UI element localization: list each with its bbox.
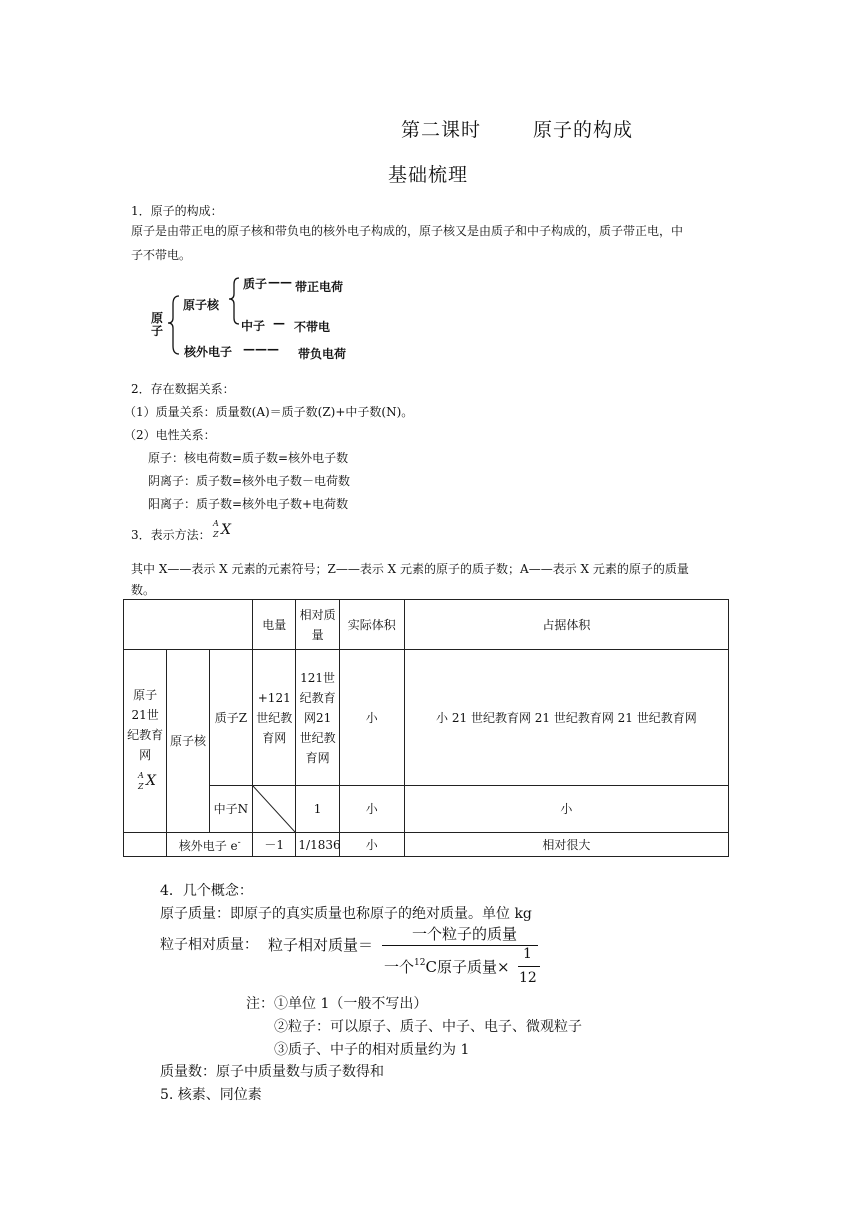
s1-paragraph-line1: 原子是由带正电的原子核和带负电的核外电子构成的，原子核又是由质子和中子构成的，质子带正电，中 xyxy=(131,224,684,238)
table-row-neutron xyxy=(124,786,729,833)
table-header-cell: 电量 xyxy=(253,600,296,650)
s1-paragraph-line2: 子不带电。 xyxy=(131,248,192,262)
electron-cell-text: 核外电子 e xyxy=(178,839,238,853)
electron-row-blank xyxy=(124,833,167,857)
atom-mass-definition: 原子质量：即原子的真实质量也称原子的绝对质量。单位 kg xyxy=(160,906,532,922)
electron-line: ——— xyxy=(243,342,279,356)
nucleus-cell: 原子核 xyxy=(167,650,209,833)
atom-structure-diagram xyxy=(143,270,383,362)
carbon-mass-superscript: 12 xyxy=(414,958,426,968)
proton-line: —— xyxy=(268,275,292,289)
electron-cell-sup: - xyxy=(237,838,241,848)
page-title: 原子的构成 xyxy=(533,119,634,141)
cation-relation: 阳离子：质子数=核外电子数+电荷数 xyxy=(148,497,349,511)
formula-fraction-bar xyxy=(382,945,538,946)
electron-charge: 带负电荷 xyxy=(298,347,347,361)
neutron-cell: 中子N xyxy=(209,786,252,833)
section-title: 基础梳理 xyxy=(388,164,469,186)
relative-mass-lhs: 粒子相对质量＝ xyxy=(268,936,374,954)
electron-occupied-volume-cell: 相对很大 xyxy=(404,833,728,857)
table-row-electron xyxy=(124,833,729,857)
proton-charge-cell: +121世纪教育网 xyxy=(253,650,296,786)
mass-number-symbol: A xyxy=(213,519,219,528)
neutron-occupied-volume-cell: 小 xyxy=(404,786,728,833)
denominator-main: C原子质量× xyxy=(425,958,510,976)
s3-desc-line2: 数。 xyxy=(131,583,156,597)
charge-relation: （2）电性关系： xyxy=(124,428,216,442)
note-unit: 注：①单位 1（一般不写出） xyxy=(246,996,428,1012)
atom-cell-text: 原子21世纪教育网 xyxy=(127,688,164,762)
electron-label: 核外电子 xyxy=(184,345,233,359)
proton-occupied-volume-cell: 小 21 世纪教育网 21 世纪教育网 21 世纪教育网 xyxy=(404,650,728,786)
inner-fraction-numerator: 1 xyxy=(523,946,532,962)
nuclide-symbol xyxy=(210,519,240,547)
s2-heading: 2．存在数据关系： xyxy=(131,382,235,396)
s4-heading: 4．几个概念： xyxy=(160,883,253,899)
particle-table xyxy=(123,599,729,857)
electron-charge-cell: －1 xyxy=(253,833,296,857)
atom-cell-symbol xyxy=(126,771,164,797)
atom-cell xyxy=(124,650,167,833)
diagonal-slash xyxy=(253,786,295,832)
nucleus-label: 原子核 xyxy=(183,298,220,312)
formula-numerator: 一个粒子的质量 xyxy=(412,925,518,943)
relative-mass-label: 粒子相对质量： xyxy=(160,937,258,953)
atomic-number-symbol: Z xyxy=(213,530,219,539)
root-label-bottom: 子 xyxy=(151,324,164,338)
table-header-cell: 占据体积 xyxy=(404,600,728,650)
electron-mass-cell: 1/1836 xyxy=(296,833,339,857)
cell-atomic-number: Z xyxy=(138,782,144,791)
lesson-label: 第二课时 xyxy=(401,119,482,141)
proton-label: 质子 xyxy=(243,277,268,291)
s3-heading: 3．表示方法： xyxy=(131,528,211,542)
table-header-row xyxy=(124,600,729,650)
neutron-label: 中子 xyxy=(241,319,266,333)
table-header-cell: 实际体积 xyxy=(339,600,404,650)
table-header-cell: 相对质量 xyxy=(296,600,339,650)
neutron-mass-cell: 1 xyxy=(296,786,339,833)
mass-number-definition: 质量数：原子中质量数与质子数得和 xyxy=(160,1064,384,1080)
atom-relation: 原子：核电荷数=质子数=核外电子数 xyxy=(148,451,349,465)
neutron-line: — xyxy=(273,316,285,330)
cell-element-symbol: X xyxy=(146,773,156,789)
anion-relation: 阴离子：质子数=核外电子数－电荷数 xyxy=(148,474,351,488)
denominator-prefix: 一个 xyxy=(384,958,415,976)
mass-relation: （1）质量关系：质量数(A)＝质子数(Z)+中子数(N)。 xyxy=(124,405,414,419)
table-row-proton xyxy=(124,650,729,786)
element-symbol: X xyxy=(221,522,231,538)
inner-fraction-denominator: 12 xyxy=(519,970,537,986)
note-relative-mass: ③质子、中子的相对质量约为 1 xyxy=(274,1042,470,1058)
s5-heading: 5. 核素、同位素 xyxy=(160,1087,262,1103)
inner-fraction-bar xyxy=(518,966,540,967)
proton-mass-cell: 121世纪教育网21世纪教育网 xyxy=(296,650,339,786)
proton-charge: 带正电荷 xyxy=(295,280,344,294)
s3-desc-line1: 其中 X——表示 X 元素的元素符号；Z——表示 X 元素的原子的质子数；A——表示 X 元素的原子的质量 xyxy=(131,562,689,576)
cell-mass-number: A xyxy=(138,771,144,780)
proton-cell: 质子Z xyxy=(209,650,252,786)
neutron-charge-cell xyxy=(253,786,296,833)
table-header-empty xyxy=(124,600,253,650)
proton-actual-volume-cell: 小 xyxy=(339,650,404,786)
neutron-charge: 不带电 xyxy=(294,320,331,334)
neutron-actual-volume-cell: 小 xyxy=(339,786,404,833)
note-particle: ②粒子：可以原子、质子、中子、电子、微观粒子 xyxy=(274,1019,582,1035)
formula-denominator xyxy=(384,956,510,977)
root-label-top: 原 xyxy=(151,311,164,325)
s1-heading: 1．原子的构成： xyxy=(131,204,223,218)
electron-cell xyxy=(167,833,253,857)
electron-actual-volume-cell: 小 xyxy=(339,833,404,857)
